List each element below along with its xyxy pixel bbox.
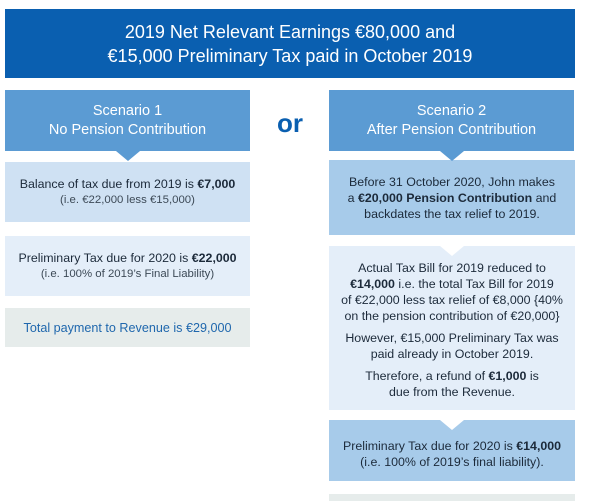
preliminary-amount: €22,000: [191, 251, 237, 265]
scenario-1-balance-box: [5, 162, 250, 222]
scenario-2-title: Scenario 2: [416, 102, 487, 119]
refund-paragraph: [365, 368, 539, 400]
total-payment-text: Total payment to Revenue is €29,000: [23, 320, 232, 335]
diagram-title-box: [5, 9, 575, 78]
scenario-1-total-box: [5, 308, 250, 347]
tax-bill-line-1: Actual Tax Bill for 2019 reduced to: [358, 261, 546, 275]
tax-bill-line-3: of €22,000 less tax relief of €8,000 {40%: [341, 293, 563, 307]
contribution-line-2: a €20,000 Pension Contribution and: [347, 190, 557, 205]
contribution-amount: €20,000 Pension Contribution: [358, 190, 533, 205]
scenario-1-header: [5, 90, 250, 151]
balance-amount: €7,000: [197, 177, 236, 191]
contribution-line-1: Before 31 October 2020, John makes: [349, 174, 555, 189]
s2-preliminary-amount: €14,000: [516, 438, 562, 453]
scenario-2-next-box-partial: [329, 494, 575, 501]
refund-line-2: due from the Revenue.: [388, 385, 516, 399]
scenario-1-preliminary-box: [5, 236, 250, 296]
prelim-paid-paragraph: [345, 330, 558, 362]
prelim-paid-line-2: paid already in October 2019.: [370, 347, 534, 361]
scenario-2-header: [329, 90, 574, 151]
or-label: or: [277, 108, 303, 138]
balance-note: (i.e. €22,000 less €15,000): [60, 194, 195, 206]
tax-bill-line-4: on the pension contribution of €20,000}: [344, 309, 560, 323]
tax-bill-line-2: €14,000 i.e. the total Tax Bill for 2019: [350, 277, 554, 291]
preliminary-text: Preliminary Tax due for 2020 is €22,000: [18, 251, 237, 265]
balance-text: Balance of tax due from 2019 is €7,000: [19, 177, 236, 191]
scenario-1-title: Scenario 1: [92, 102, 163, 119]
scenario-2-tax-bill-box: [329, 246, 575, 410]
scenario-2-preliminary-box: [329, 420, 575, 481]
scenario-2-subtitle: After Pension Contribution: [366, 121, 537, 138]
refund-amount: €1,000: [488, 369, 527, 383]
scenario-2-contribution-box: [329, 160, 575, 235]
tax-bill-paragraph: [341, 260, 563, 324]
title-line-2: €15,000 Preliminary Tax paid in October 2019: [107, 45, 473, 66]
contribution-line-3: backdates the tax relief to 2019.: [364, 206, 540, 221]
s2-preliminary-note: (i.e. 100% of 2019’s final liability).: [360, 454, 544, 469]
title-line-1: 2019 Net Relevant Earnings €80,000 and: [124, 21, 456, 42]
scenario-1-subtitle: No Pension Contribution: [48, 121, 207, 138]
preliminary-note: (i.e. 100% of 2019’s Final Liability): [40, 268, 215, 280]
refund-line-1: Therefore, a refund of €1,000 is: [365, 369, 539, 383]
s2-preliminary-text: Preliminary Tax due for 2020 is €14,000: [342, 438, 562, 453]
tax-bill-amount: €14,000: [350, 277, 395, 291]
prelim-paid-line-1: However, €15,000 Preliminary Tax was: [345, 331, 559, 345]
